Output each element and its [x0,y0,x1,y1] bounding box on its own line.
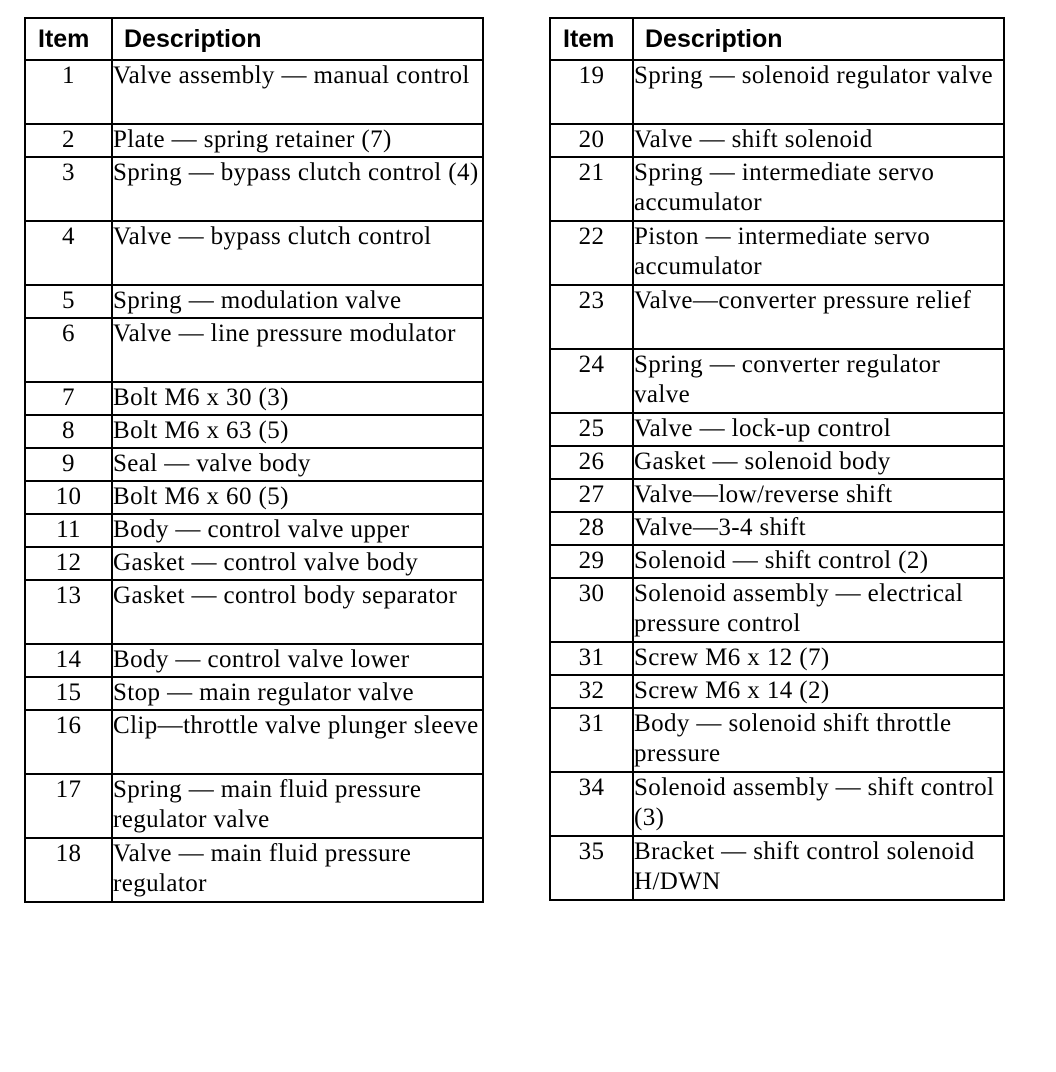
table-row [25,644,483,677]
item-number: 17 [25,774,112,838]
item-number: 32 [550,675,633,708]
item-number: 21 [550,157,633,221]
item-description: Valve — lock-up control [633,413,1004,446]
table-row [550,285,1004,349]
table-row [550,772,1004,836]
header-row [550,18,1004,60]
table-row [25,382,483,415]
parts-table-right [549,17,1005,901]
table-row [550,124,1004,157]
table-row [25,514,483,547]
item-description: Bolt M6 x 63 (5) [112,415,483,448]
item-description: Stop — main regulator valve [112,677,483,710]
item-description: Clip—throttle valve plunger sleeve [112,710,483,774]
item-number: 1 [25,60,112,124]
header-row [25,18,483,60]
item-description: Piston — intermediate servo accumulator [633,221,1004,285]
table-row [550,545,1004,578]
table-row [550,221,1004,285]
table-row [25,481,483,514]
item-description: Bolt M6 x 30 (3) [112,382,483,415]
item-number: 31 [550,708,633,772]
item-number: 20 [550,124,633,157]
item-description: Plate — spring retainer (7) [112,124,483,157]
item-column-header: Item [25,18,112,60]
parts-table-left [24,17,484,903]
table-row [25,221,483,285]
item-number: 6 [25,318,112,382]
table-row [550,836,1004,900]
item-number: 26 [550,446,633,479]
item-number: 2 [25,124,112,157]
table-row [550,642,1004,675]
item-number: 4 [25,221,112,285]
item-number: 16 [25,710,112,774]
item-description: Spring — bypass clutch control (4) [112,157,483,221]
item-description: Valve—low/reverse shift [633,479,1004,512]
item-description: Valve — bypass clutch control [112,221,483,285]
item-number: 35 [550,836,633,900]
item-number: 10 [25,481,112,514]
item-description: Bolt M6 x 60 (5) [112,481,483,514]
item-column-header: Item [550,18,633,60]
table-row [550,413,1004,446]
item-number: 13 [25,580,112,644]
table-row [550,60,1004,124]
item-number: 30 [550,578,633,642]
table-row [25,285,483,318]
item-description: Screw M6 x 12 (7) [633,642,1004,675]
item-number: 7 [25,382,112,415]
table-row [550,512,1004,545]
table-row [25,157,483,221]
item-description: Solenoid assembly — shift control (3) [633,772,1004,836]
item-description: Valve — line pressure modulator [112,318,483,382]
table-row [25,710,483,774]
item-number: 15 [25,677,112,710]
item-number: 29 [550,545,633,578]
item-description: Bracket — shift control solenoid H/DWN [633,836,1004,900]
item-number: 19 [550,60,633,124]
item-number: 14 [25,644,112,677]
table-row [25,415,483,448]
table-row [550,578,1004,642]
item-number: 11 [25,514,112,547]
item-description: Solenoid assembly — electrical pressure control [633,578,1004,642]
table-row [25,124,483,157]
item-description: Gasket — control body separator [112,580,483,644]
item-number: 28 [550,512,633,545]
description-column-header: Description [633,18,1004,60]
description-column-header: Description [112,18,483,60]
table-row [25,547,483,580]
item-number: 23 [550,285,633,349]
table-row [25,774,483,838]
item-description: Body — control valve lower [112,644,483,677]
item-description: Gasket — control valve body [112,547,483,580]
item-number: 22 [550,221,633,285]
item-number: 12 [25,547,112,580]
table-row [25,677,483,710]
table-row [25,448,483,481]
item-description: Body — solenoid shift throttle pressure [633,708,1004,772]
item-number: 9 [25,448,112,481]
item-description: Seal — valve body [112,448,483,481]
table-row [25,60,483,124]
item-number: 24 [550,349,633,413]
table-row [550,446,1004,479]
item-number: 25 [550,413,633,446]
item-description: Valve — shift solenoid [633,124,1004,157]
item-description: Solenoid — shift control (2) [633,545,1004,578]
item-number: 5 [25,285,112,318]
table-row [550,349,1004,413]
table-row [550,479,1004,512]
item-number: 8 [25,415,112,448]
table-row [550,157,1004,221]
item-description: Screw M6 x 14 (2) [633,675,1004,708]
item-description: Valve — main fluid pressure regulator [112,838,483,902]
item-description: Spring — converter regulator valve [633,349,1004,413]
item-number: 31 [550,642,633,675]
item-description: Body — control valve upper [112,514,483,547]
item-number: 34 [550,772,633,836]
item-number: 27 [550,479,633,512]
table-row [550,675,1004,708]
item-description: Valve—3-4 shift [633,512,1004,545]
table-row [25,318,483,382]
item-description: Spring — modulation valve [112,285,483,318]
table-row [25,580,483,644]
table-row [550,708,1004,772]
item-description: Spring — main fluid pressure regulator valve [112,774,483,838]
item-description: Valve assembly — manual control [112,60,483,124]
item-description: Spring — intermediate servo accumulator [633,157,1004,221]
item-description: Valve—converter pressure relief [633,285,1004,349]
table-row [25,838,483,902]
item-number: 3 [25,157,112,221]
item-description: Spring — solenoid regulator valve [633,60,1004,124]
item-description: Gasket — solenoid body [633,446,1004,479]
item-number: 18 [25,838,112,902]
